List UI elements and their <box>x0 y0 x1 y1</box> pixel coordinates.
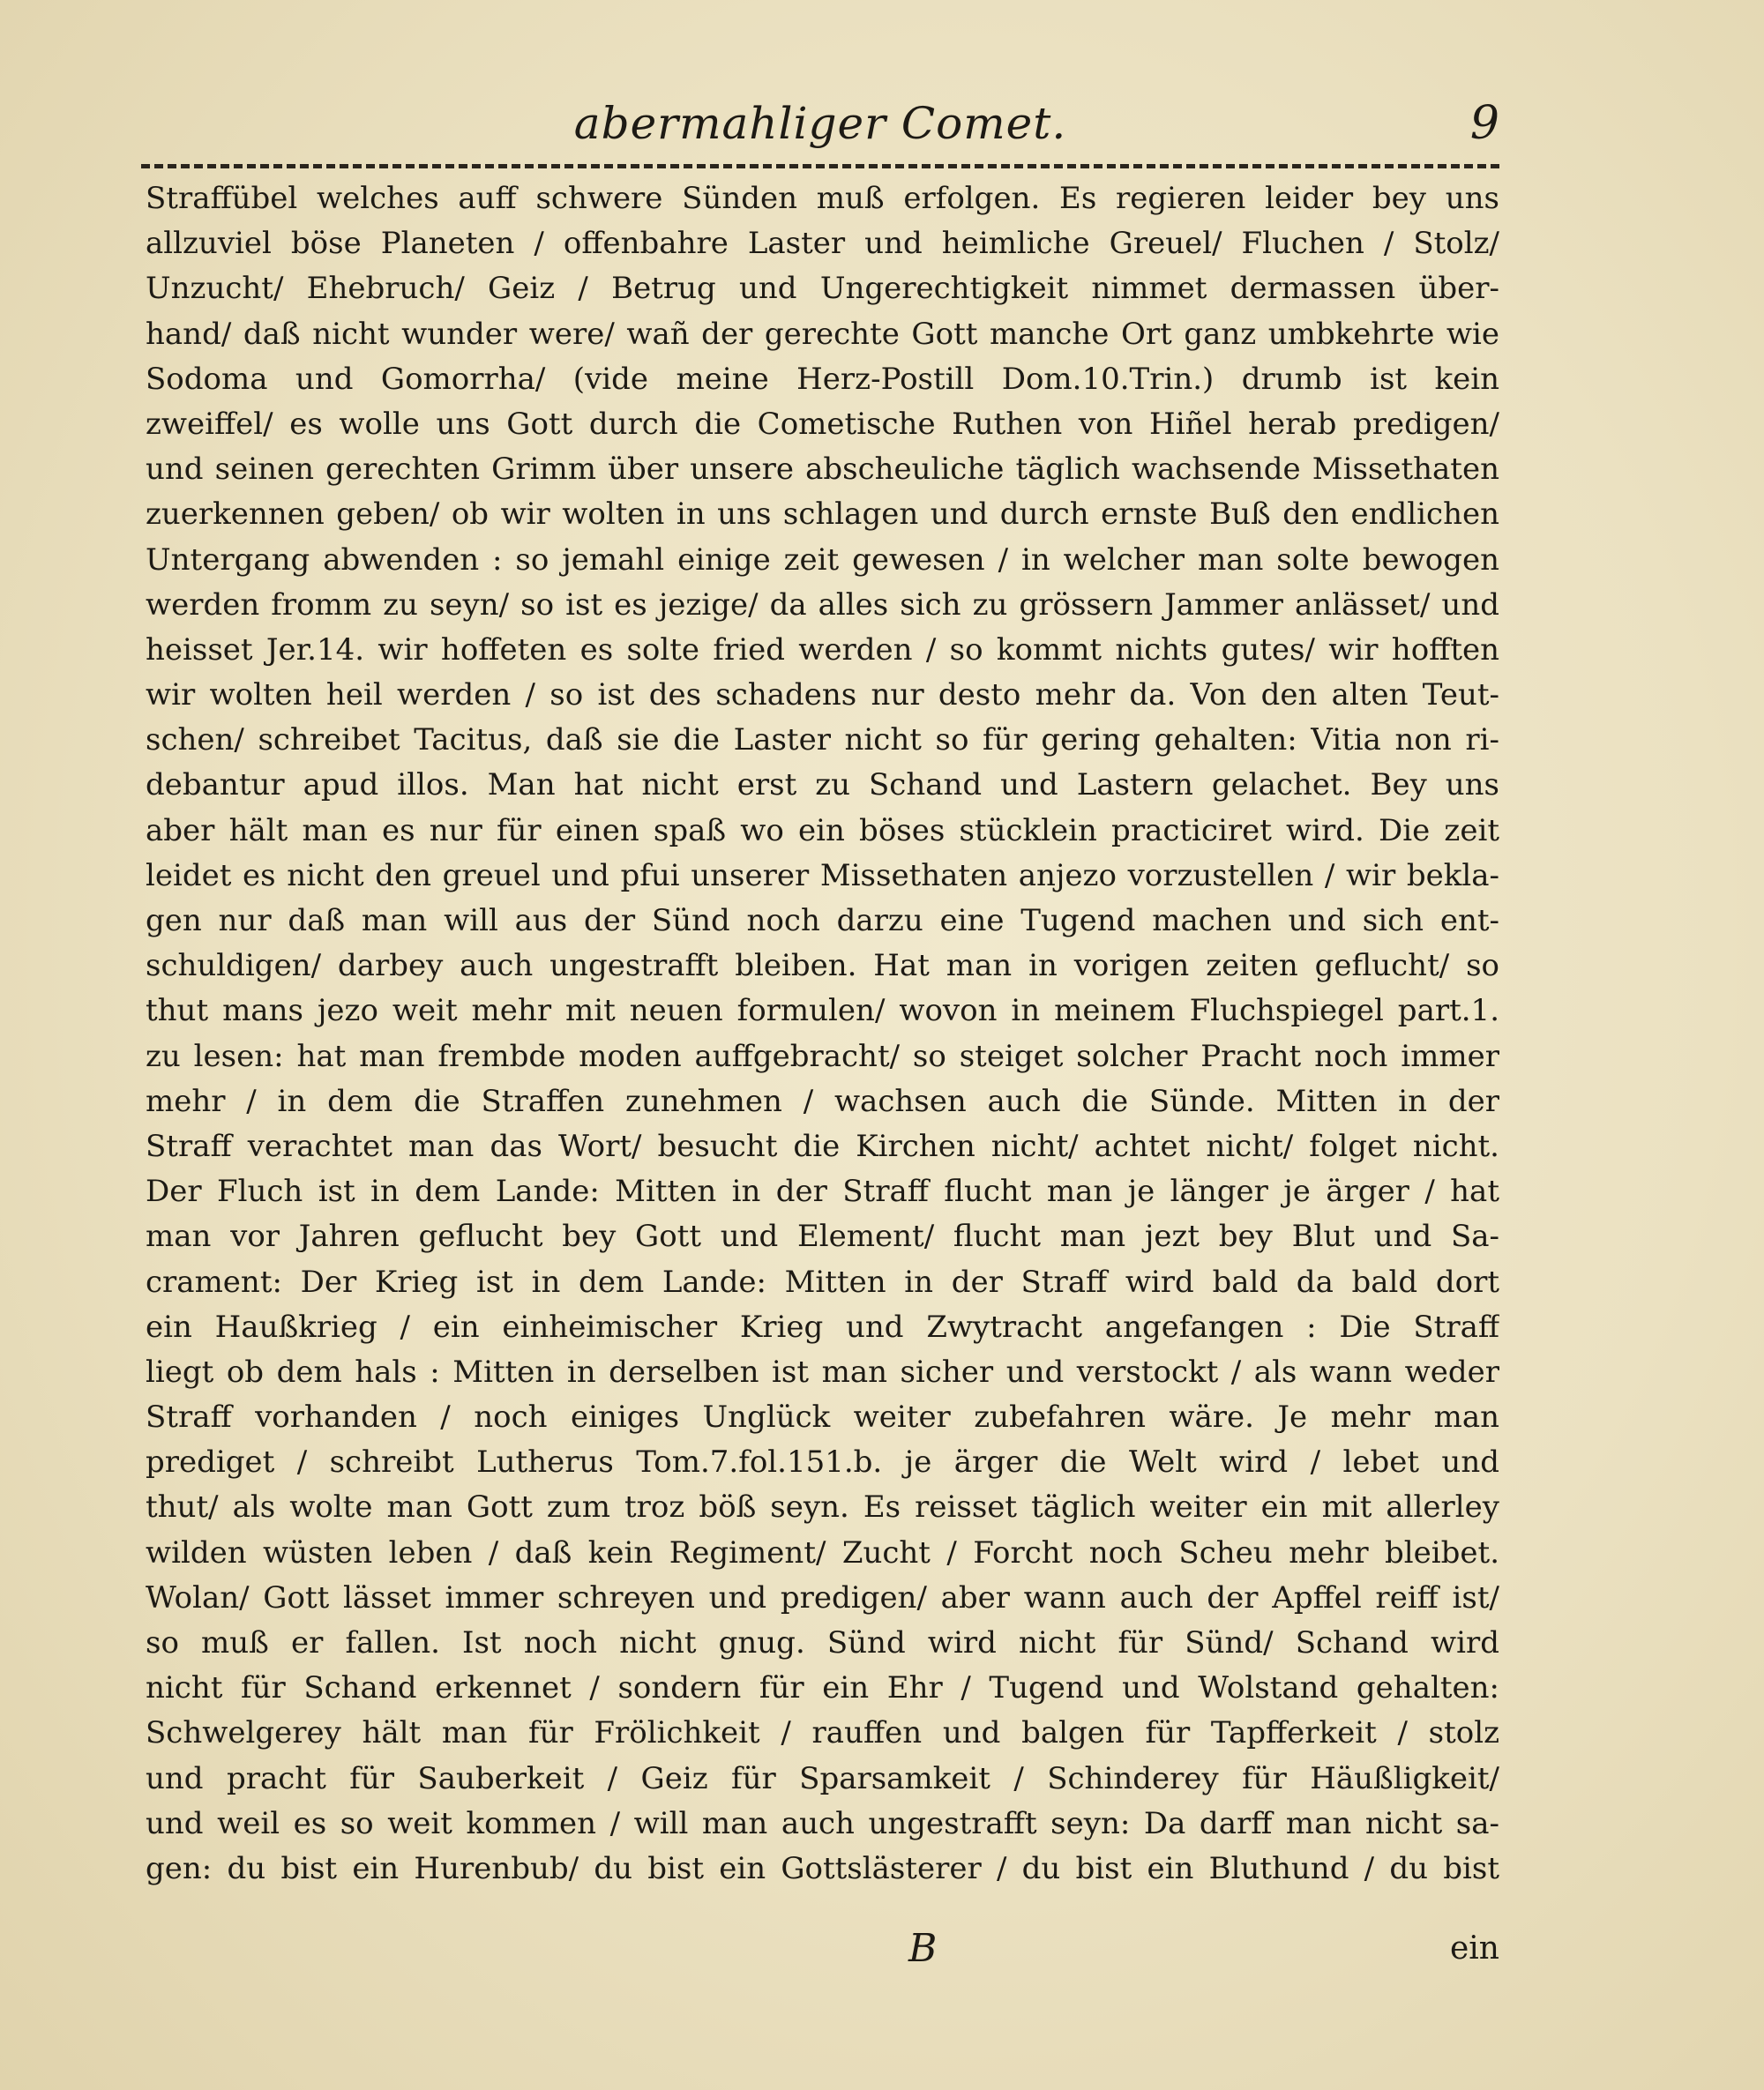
text-line: aber hält man es nur für einen spaß wo ein böses stücklein practiciret wird. Die zeit <box>146 812 1499 848</box>
text-line: Straff vorhanden / noch einiges Unglück weiter zubefahren wäre. Je mehr man <box>146 1400 1499 1436</box>
text-line: so muß er fallen. Ist noch nicht gnug. Sünd wird nicht für Sünd/ Schand wird <box>146 1625 1499 1661</box>
text-line: thut mans jezo weit mehr mit neuen formulen/ wovon in meinem Fluchspiegel part.1. <box>146 993 1499 1029</box>
text-line: debantur apud illos. Man hat nicht erst zu Schand und Lastern gelachet. Bey uns <box>146 767 1499 803</box>
text-line: Der Fluch ist in dem Lande: Mitten in der Straff flucht man je länger je ärger / hat <box>146 1174 1499 1210</box>
text-line: Untergang abwenden : so jemahl einige zeit gewesen / in welcher man solte bewogen <box>146 541 1499 578</box>
text-line: und pracht für Sauberkeit / Geiz für Sparsamkeit / Schinderey für Häußligkeit/ <box>146 1760 1499 1796</box>
page-number: 9 <box>1469 97 1499 150</box>
text-line: schuldigen/ darbey auch ungestrafft bleiben. Hat man in vorigen zeiten geflucht/ so <box>146 948 1499 984</box>
text-line: hand/ daß nicht wunder were/ wañ der gerechte Gott manche Ort ganz umbkehrte wie <box>146 316 1499 352</box>
text-line: leidet es nicht den greuel und pfui unserer Missethaten anjezo vorzustellen / wir bekla- <box>146 857 1499 893</box>
text-line: Straffübel welches auff schwere Sünden muß erfolgen. Es regieren leider bey uns <box>146 181 1499 216</box>
text-line: crament: Der Krieg ist in dem Lande: Mitten in der Straff wird bald da bald dort <box>146 1264 1499 1300</box>
text-line: allzuviel böse Planeten / offenbahre Laster und heimliche Greuel/ Fluchen / Stolz/ <box>146 226 1499 262</box>
text-line: werden fromm zu seyn/ so ist es jezige/ da alles sich zu grössern Jammer anlässet/ und <box>146 586 1499 623</box>
text-line: Schwelgerey hält man für Frölichkeit / rauffen und balgen für Tapfferkeit / stolz <box>146 1715 1499 1751</box>
text-line: Sodoma und Gomorrha/ (vide meine Herz-Postill Dom.10.Trin.) drumb ist kein <box>146 361 1499 397</box>
signature-mark: B <box>908 1926 938 1971</box>
catchword: ein <box>1449 1930 1499 1967</box>
text-line: Straff verachtet man das Wort/ besucht die Kirchen nicht/ achtet nicht/ folget nicht. <box>146 1128 1499 1164</box>
header-rule <box>141 164 1499 168</box>
text-line: mehr / in dem die Straffen zunehmen / wachsen auch die Sünde. Mitten in der <box>146 1083 1499 1119</box>
text-line: man vor Jahren geflucht bey Gott und Element/ flucht man jezt bey Blut und Sa- <box>146 1219 1499 1255</box>
text-line: nicht für Schand erkennet / sondern für ein Ehr / Tugend und Wolstand gehalten: <box>146 1670 1499 1706</box>
text-line: Unzucht/ Ehebruch/ Geiz / Betrug und Ungerechtigkeit nimmet dermassen über- <box>146 271 1499 307</box>
text-line: wilden wüsten leben / daß kein Regiment/ Zucht / Forcht noch Scheu mehr bleibet. <box>146 1534 1499 1571</box>
text-line: prediget / schreibt Lutherus Tom.7.fol.151.b. je ärger die Welt wird / lebet und <box>146 1444 1499 1481</box>
text-line: liegt ob dem hals : Mitten in derselben ist man sicher und verstockt / als wann weder <box>146 1354 1499 1390</box>
text-line: zu lesen: hat man frembde moden auffgebracht/ so steiget solcher Pracht noch immer <box>146 1038 1499 1074</box>
text-line: zuerkennen geben/ ob wir wolten in uns schlagen und durch ernste Buß den endlichen <box>146 496 1499 533</box>
text-line: Wolan/ Gott lässet immer schreyen und predigen/ aber wann auch der Apffel reiff ist/ <box>146 1579 1499 1616</box>
running-title: abermahliger Comet. <box>573 98 1067 149</box>
text-line: gen nur daß man will aus der Sünd noch darzu eine Tugend machen und sich ent- <box>146 903 1499 938</box>
text-line: und weil es so weit kommen / will man auch ungestrafft seyn: Da darff man nicht sa- <box>146 1805 1499 1841</box>
text-line: heisset Jer.14. wir hoffeten es solte fried werden / so kommt nichts gutes/ wir hofften <box>146 631 1499 668</box>
text-line: ein Haußkrieg / ein einheimischer Krieg und Zwytracht angefangen : Die Straff <box>146 1309 1499 1345</box>
text-line: und seinen gerechten Grimm über unsere abscheuliche täglich wachsende Missethaten <box>146 452 1499 488</box>
body-text <box>146 176 1499 1892</box>
page-header <box>141 97 1499 168</box>
text-line: wir wolten heil werden / so ist des schadens nur desto mehr da. Von den alten Teut- <box>146 677 1499 713</box>
text-line: thut/ als wolte man Gott zum troz böß seyn. Es reisset täglich weiter ein mit allerley <box>146 1489 1499 1526</box>
text-line: gen: du bist ein Hurenbub/ du bist ein Gottslästerer / du bist ein Bluthund / du bist <box>146 1850 1499 1886</box>
text-line: zweiffel/ es wolle uns Gott durch die Cometische Ruthen von Hiñel herab predigen/ <box>146 406 1499 442</box>
text-line: schen/ schreibet Tacitus, daß sie die Laster nicht so für gering gehalten: Vitia non ri- <box>146 722 1499 758</box>
